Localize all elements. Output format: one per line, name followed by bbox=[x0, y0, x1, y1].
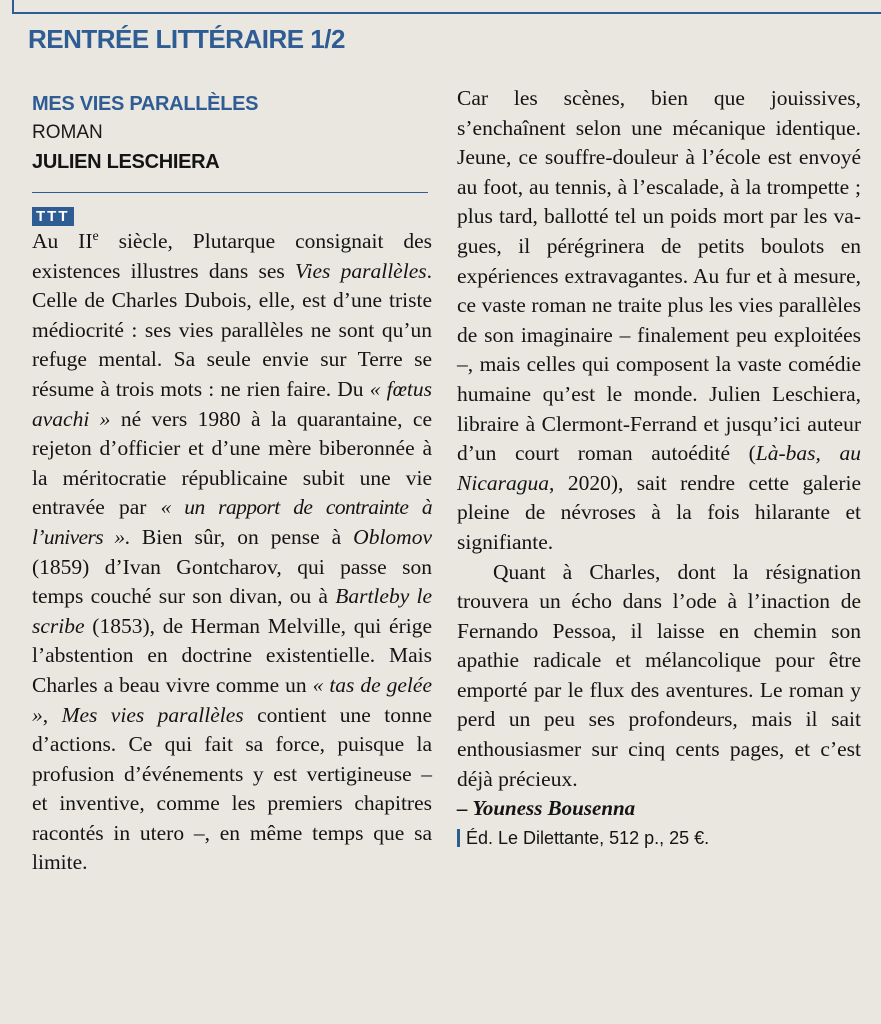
right-column bbox=[457, 84, 861, 853]
publisher-text: Éd. Le Dilettante, 512 p., 25 €. bbox=[466, 828, 710, 849]
info-divider bbox=[32, 192, 428, 193]
italic-title: Mes vies parallèles bbox=[61, 702, 244, 727]
book-genre: ROMAN bbox=[32, 122, 103, 143]
review-signature: – Youness Bousenna bbox=[457, 796, 636, 821]
section-title: RENTRÉE LITTÉRAIRE 1/2 bbox=[28, 24, 345, 54]
text-span: (1853), de Herman Melville, qui érige l’abstention en doctrine existentielle. Mais Charles a beau vivre comme un bbox=[32, 613, 432, 697]
italic-quote: « tas de gelée » bbox=[32, 672, 432, 727]
text-span: (1859) d’Ivan Gontcharov, qui passe son temps couché sur son divan, ou à bbox=[32, 554, 432, 609]
publisher-info bbox=[457, 823, 861, 853]
text-span: , 2020), sait rendre cette galerie pleine de névroses à la fois hilarante et signifiante. bbox=[457, 470, 861, 554]
superscript: e bbox=[92, 228, 99, 244]
text-span: . Bien sûr, on pense à bbox=[124, 524, 354, 549]
text-span: né vers 1980 à la quarantaine, ce rejeton d’officier et d’une mère biberonnée à la méritocratie républicaine subit une vie entravée par bbox=[32, 406, 432, 520]
text-span: siècle, Plutarque consignait des existences illustres dans ses bbox=[32, 229, 432, 283]
italic-title: Vies parallèles bbox=[294, 258, 427, 283]
italic-quote: « un rapport de contrainte à l’univers » bbox=[32, 495, 432, 549]
review-paragraph-1-continued bbox=[457, 84, 861, 558]
book-title: MES VIES PARALLÈLES bbox=[32, 93, 259, 115]
text-span: contient une tonne d’actions. Ce qui fait sa force, puisque la profusion d’événements y est vertigineuse – et inventive, comme les premiers chapitres racontés in utero –, en même temps que sa limite. bbox=[32, 702, 432, 875]
text-span: , bbox=[42, 702, 62, 727]
italic-title: Oblomov bbox=[353, 524, 432, 549]
text-span: Car les scènes, bien que jouissives, s’enchaînent selon une mécanique identique. Jeune, ce souffre-douleur à l’école est envoyé au foot, au tennis, à l’escalade, à la trompette ; plus tard, ballotté tel un poids mort par les vagues, il pérégrinera de petits boulots en expériences extravagantes. Au fur et à mesure, ce vaste roman ne traite plus les vies parallèles de son imaginaire – finalement peu exploitées –, mais celles qui composent la vaste comédie humaine qu’est le monde. Julien Leschiera, libraire à Clermont-Ferrand et jusqu’ici auteur d’un court roman autoédité ( bbox=[457, 86, 861, 466]
header-rule bbox=[12, 12, 881, 14]
rating-badge: TTT bbox=[32, 207, 74, 226]
italic-title: Bartleby le scribe bbox=[32, 584, 432, 638]
left-column bbox=[32, 90, 432, 878]
text-span: Au II bbox=[32, 229, 93, 253]
review-paragraph-1 bbox=[32, 227, 432, 878]
review-paragraph-2: Quant à Charles, dont la résignation trouvera un écho dans l’ode à l’inaction de Fernando Pessoa, il laisse en chemin son apathie radicale et mélancolique pour être emporté par le flux des aventures. Le roman y perd un peu ses profondeurs, mais il sait enthousiasmer sur cinq cents pages, et c’est déjà précieux. bbox=[457, 559, 861, 791]
italic-title: Là-bas, au Nicaragua bbox=[457, 441, 861, 495]
text-span: . Celle de Charles Dubois, elle, est d’une triste médiocrité : ses vies parallèles ne sont qu’un refuge mental. Sa seule envie sur Terre se résume à trois mots : ne rien faire. Du bbox=[32, 258, 432, 401]
book-author: JULIEN LESCHIERA bbox=[32, 151, 220, 173]
publisher-bar bbox=[457, 829, 460, 847]
italic-quote: « fœtus avachi » bbox=[32, 376, 433, 431]
